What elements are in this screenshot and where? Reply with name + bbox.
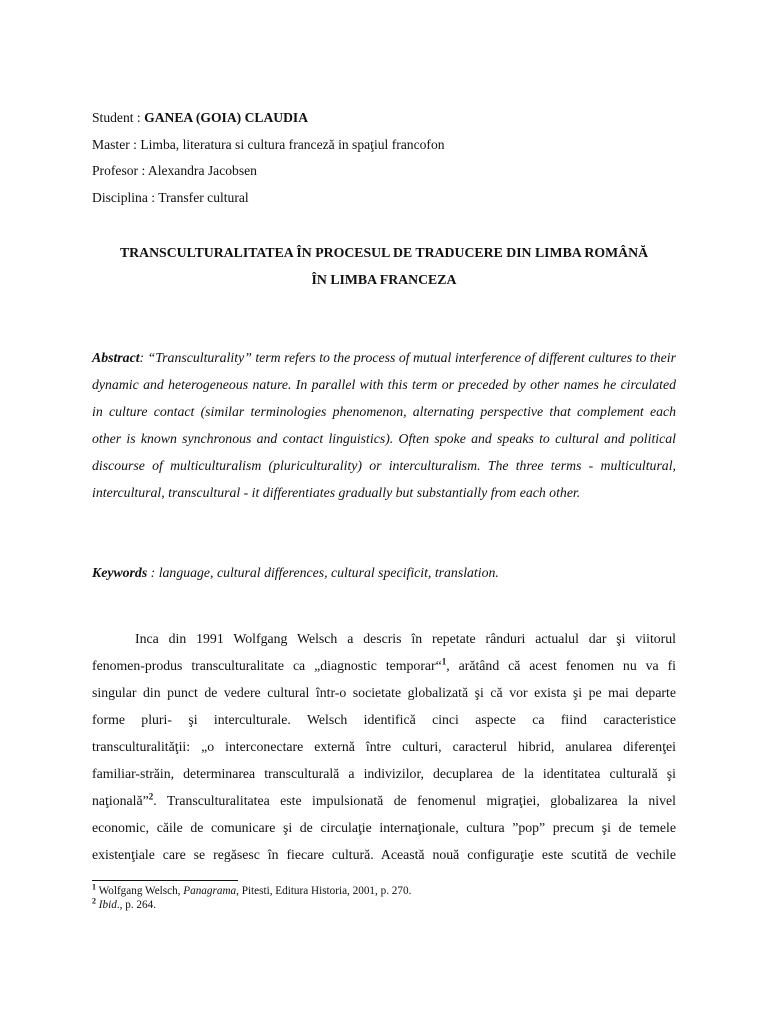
footnote-number: 1 xyxy=(92,882,96,892)
document-title xyxy=(92,239,676,293)
abstract-paragraph xyxy=(92,344,676,506)
footnote-2 xyxy=(92,898,156,912)
student-line xyxy=(92,105,676,132)
footnote-number: 2 xyxy=(92,896,96,906)
footnote-ref: 1 xyxy=(441,656,447,667)
footnote-text: ., p. 264. xyxy=(116,899,156,911)
footnote-separator xyxy=(92,880,238,881)
body-line: forme pluri- şi interculturale. Welsch identifică cinci aspecte ca fiind caracteristice xyxy=(92,712,676,727)
body-text-segment: , arătând că acest fenomen nu va fi xyxy=(446,658,676,673)
body-line xyxy=(92,787,676,814)
abstract-text: : “Transculturality” term refers to the process of mutual interference of different cultures to their dynamic and heterogeneous nature. In parallel with this term or preceded by other names he circulated in culture contact (similar terminologies phenomenon, alternating perspective that complement each other is known synchronous and contact linguistics). Often spoke and speaks to cultural and political discourse of multiculturalism (pluriculturality) or interculturalism. The three terms - multicultural, intercultural, transcultural - it differentiates gradually but substantially from each other. xyxy=(92,350,676,500)
footnote-book-title: Panagrama xyxy=(183,885,237,897)
master-line: Master : Limba, literatura si cultura franceză in spaţiul francofon xyxy=(92,136,445,152)
body-line: Inca din 1991 Wolfgang Welsch a descris în repetate rânduri actualul dar şi viitorul xyxy=(135,631,676,646)
footnote-1 xyxy=(92,884,411,898)
keywords-label: Keywords xyxy=(92,565,148,580)
student-label: Student : xyxy=(92,110,145,125)
body-line: familiar-străin, determinarea transculturală a indivizilor, decuplarea de la identitatea culturală şi xyxy=(92,766,676,781)
footnote-text: , Pitesti, Editura Historia, 2001, p. 270. xyxy=(236,885,412,897)
student-name: GANEA (GOIA) CLAUDIA xyxy=(144,110,309,125)
abstract-label: Abstract xyxy=(92,350,140,365)
body-line: existenţiale care se regăsesc în fiecare cultură. Această nouă configuraţie este scutită de vechile xyxy=(92,847,676,862)
title-line-1: TRANSCULTURALITATEA ÎN PROCESUL DE TRADUCERE DIN LIMBA ROMÂNĂ xyxy=(119,245,649,260)
footnote-text: Wolfgang Welsch, xyxy=(96,885,184,897)
body-line: transculturalităţii: „o interconectare externă între culturi, caracterul hibrid, anularea diferenţei xyxy=(92,739,676,754)
profesor-line: Profesor : Alexandra Jacobsen xyxy=(92,163,257,178)
body-line: singular din punct de vedere cultural într-o societate globalizată şi că vor exista şi pe mai departe xyxy=(92,685,676,700)
body-text-segment: . Transculturalitatea este impulsionată de fenomenul migraţiei, globalizarea la nivel xyxy=(153,793,676,808)
footnote-ref: 2 xyxy=(148,791,154,802)
body-paragraph xyxy=(92,625,676,868)
footnote-ibid: Ibid xyxy=(98,899,117,911)
body-text-segment: naţională” xyxy=(92,793,149,808)
title-line-2: ÎN LIMBA FRANCEZA xyxy=(311,272,457,287)
body-text-segment: fenomen-produs transculturalitate ca „diagnostic temporar“ xyxy=(92,658,442,673)
body-line: economic, căile de comunicare şi de circulaţie internaţionale, cultura ”pop” precum şi de temele xyxy=(92,820,676,835)
body-line xyxy=(92,652,676,679)
disciplina-line: Disciplina : Transfer cultural xyxy=(92,189,249,205)
header-info xyxy=(92,105,676,211)
keywords-text: : language, cultural differences, cultural specificit, translation. xyxy=(147,565,499,580)
keywords-paragraph xyxy=(92,559,676,586)
